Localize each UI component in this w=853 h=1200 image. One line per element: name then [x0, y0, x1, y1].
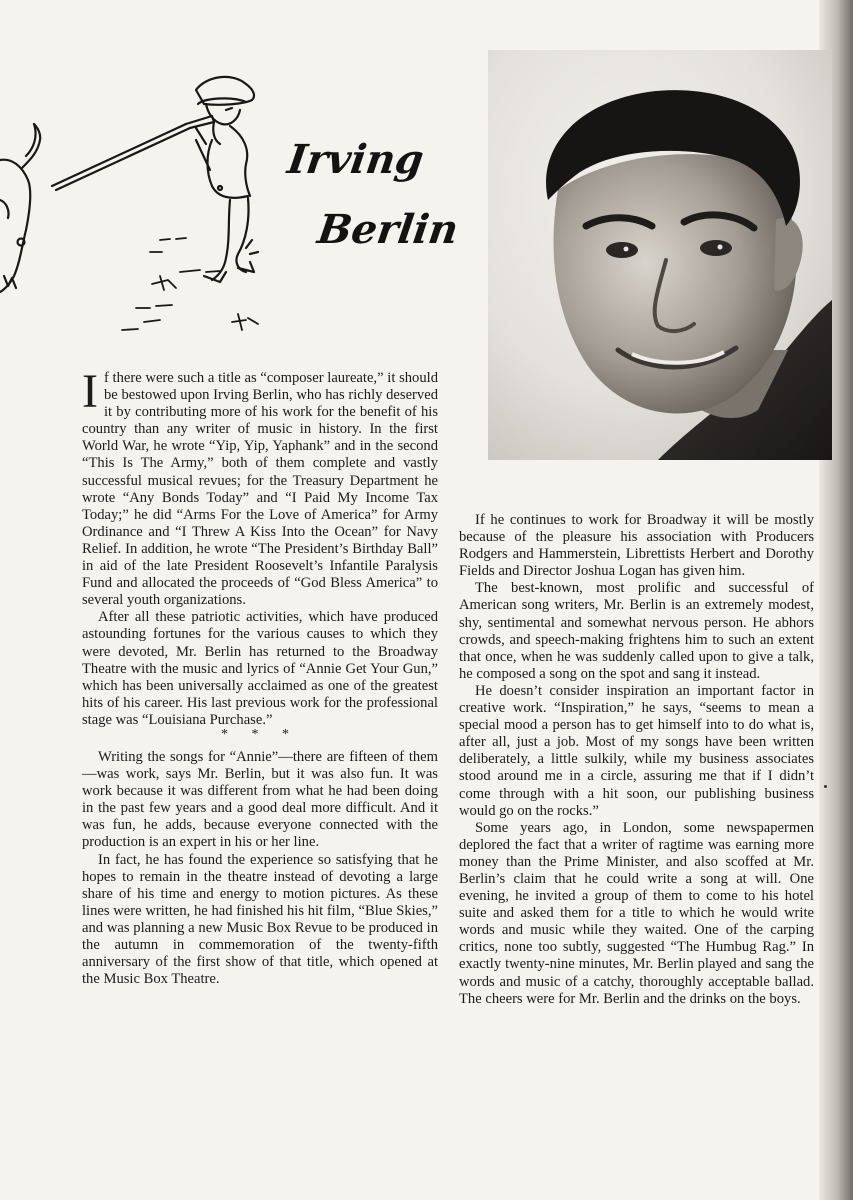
article-paragraph: Writing the songs for “Annie”—there are fifteen of them—was work, says Mr. Berlin, but it was also fun. It was work because it was different from what he had been doing in the past few years and a good deal more difficult. And it was fun, he adds, because everyone connected with the production is an expert in his or her line. — [82, 748, 438, 851]
article-paragraph: After all these patriotic activities, which have produced astounding fortunes for the various causes to which they were devoted, Mr. Berlin has returned to the Broadway Theatre with the music and lyrics of “Annie Get Your Gun,” which has been universally acclaimed as one of the greatest hits of his career. His last previous work for the professional stage was “Louisiana Purchase.” — [82, 609, 438, 728]
hunter-figure-drawing — [196, 77, 258, 282]
rifle-drawing — [52, 116, 214, 190]
section-separator: * * * — [221, 726, 299, 742]
article-paragraph: Some years ago, in London, some newspapermen deplored the fact that a writer of ragtime was earning more money than the Prime Minister, and also scoffed at Mr. Berlin’s claim that he could write a song at will. One evening, he invited a group of them to come to his hotel suite and asked them for a title to which he would write words and music while they waited. One of the carping critics, none too subtly, suggested “The Humbug Rag.” In exactly twenty-nine minutes, Mr. Berlin played and sang the words and music of a catchy, thoroughly acceptable ballad. The cheers were for Mr. Berlin and the drinks on the boys. — [459, 819, 814, 1007]
article-paragraph: If he continues to work for Broadway it will be mostly because of the pleasure his association with Producers Rodgers and Hammerstein, Librettists Herbert and Dorothy Fields and Director Joshua Logan has given him. — [459, 512, 814, 580]
hunter-cartoon-illustration — [0, 40, 300, 350]
article-paragraph: If there were such a title as “composer laureate,” it should be bestowed upon Irving Berlin, who has richly deserved it by contributing more of his work for the benefit of his country than any writer of music in history. In the first World War, he wrote “Yip, Yip, Yaphank” and in the second “This Is The Army,” both of them complete and vastly successful musical revues; for the Treasury Department he wrote “Any Bonds Today” and “I Paid My Income Tax Today;” he did “Arms For the Love of America” for Army Ordinance and “I Threw A Kiss Into the Ocean” for Navy Relief. In addition, he wrote “The President’s Birthday Ball” in aid of the late President Roosevelt’s Infantile Paralysis Fund and allocated the proceeds of “God Bless America” to several youth organizations. — [82, 365, 438, 609]
article-column-left — [82, 365, 438, 988]
portrait-photo-drawing — [488, 50, 832, 460]
portrait-photo — [488, 50, 832, 460]
bull-head-drawing — [0, 124, 40, 292]
article-paragraph: In fact, he has found the experience so satisfying that he hopes to remain in the theatre instead of devoting a large share of his time and energy to motion pictures. As these lines were written, he had finished his hit film, “Blue Skies,” and was planning a new Music Box Revue to be produced in the autumn in commemoration of the twenty-fifth anniversary of the first show of that title, which opened at the Music Box Theatre. — [82, 851, 438, 988]
article-column-right — [459, 512, 814, 1008]
drop-cap: I — [82, 365, 98, 418]
title-first-name: Irving — [284, 136, 427, 183]
article-paragraph: The best-known, most prolific and successful of American song writers, Mr. Berlin is an extremely modest, shy, sentimental and somewhat nervous person. He abhors crowds, and speech-making frightens him to such an extent that once, when he was suddenly called upon to give a talk, he composed a song on the spot and sang it instead. — [459, 580, 814, 682]
print-speck — [824, 785, 827, 788]
title-last-name: Berlin — [314, 206, 462, 253]
article-paragraph: He doesn’t consider inspiration an important factor in creative work. “Inspiration,” he says, “seems to mean a special mood a person has to get himself into to do what is, after all, just a job. Most of my songs have been written deliberately, a little sulkily, while my business associates stood around me in a circle, assuring me that if I didn’t come through with a hit soon, our publishing business would go on the rocks.” — [459, 682, 814, 819]
ground-marks-drawing — [122, 238, 258, 330]
